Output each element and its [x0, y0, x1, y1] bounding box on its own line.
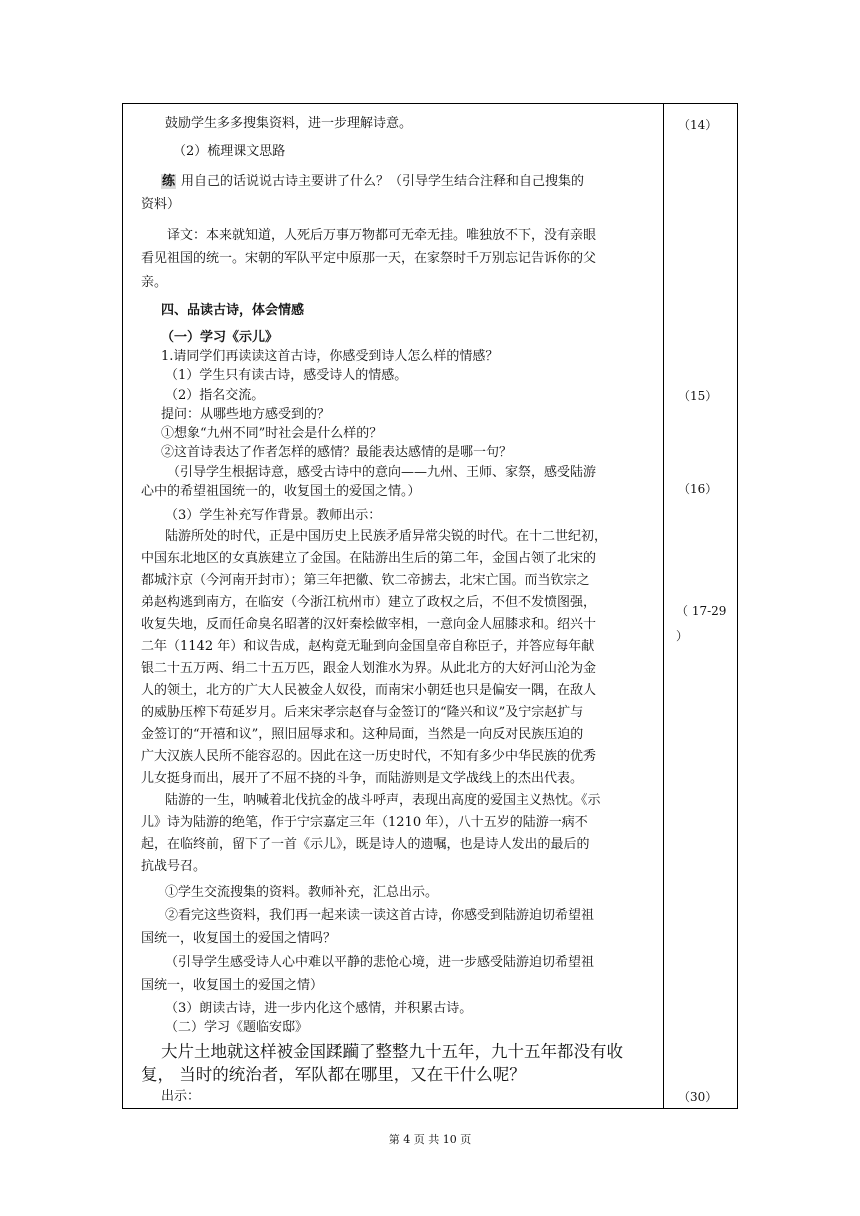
text-line: 广大汉族人民所不能容忍的。因此在这一历史时代，不知有多少中华民族的优秀 [141, 749, 597, 764]
text-line: 都城汴京（今河南开封市）；第三年把徽、钦二帝掳去，北宋亡国。而当钦宗之 [141, 573, 590, 588]
slide-ref: （16） [678, 482, 718, 496]
text-line: ①学生交流搜集的资料。教师补充，汇总出示。 [165, 885, 439, 900]
reference-column [664, 104, 739, 1108]
text-line: 人的领土，北方的广大人民被金人奴役，而南宋小朝廷也只是偏安一隅，在敌人 [141, 683, 597, 698]
text-line: （二）学习《题临安邸》 [165, 1020, 309, 1035]
page-number-footer: 第 4 页 共 10 页 [388, 1133, 472, 1146]
text-line: （引导学生感受诗人心中难以平静的悲怆心境，进一步感受陆游迫切希望祖 [165, 955, 595, 970]
slide-ref: （30） [678, 1090, 718, 1104]
text-line: ②看完这些资料，我们再一起来读一读这首古诗，你感受到陆游迫切希望祖 [165, 908, 595, 923]
lesson-table [122, 103, 738, 1109]
text-line: 1.请同学们再读读这首古诗，你感受到诗人怎么样的情感？ [161, 349, 499, 364]
text-line: ①想象“九州不同”时社会是什么样的？ [161, 426, 383, 441]
text-line: （引导学生根据诗意，感受古诗中的意向——九州、王师、家祭，感受陆游 [167, 465, 597, 480]
text-line: ②这首诗表达了作者怎样的感情？最能表达感情的是哪一句？ [161, 445, 513, 460]
text-line: 提问：从哪些地方感受到的？ [161, 407, 331, 422]
text-line: 二年（1142 年）和议告成，赵构竟无耻到向金国皇帝自称臣子，并答应每年献 [141, 639, 595, 654]
slide-ref: （ 17-29 [676, 604, 727, 618]
text-line: （2）指名交流。 [165, 388, 265, 403]
text-line: （2）梳理课文思路 [173, 144, 286, 159]
text-line: 陆游所处的时代，正是中国历史上民族矛盾异常尖锐的时代。在十二世纪初， [165, 529, 608, 544]
text-line: 出示： [161, 1089, 201, 1104]
text-line: 国统一，收复国土的爱国之情吗？ [141, 931, 337, 946]
text-line: 看见祖国的统一。宋朝的军队平定中原那一天，在家祭时千万别忘记告诉你的父 [141, 251, 597, 266]
text-line: 中国东北地区的女真族建立了金国。在陆游出生后的第二年，金国占领了北宋的 [141, 551, 597, 566]
text-line: 陆游的一生，呐喊着北伐抗金的战斗呼声，表现出高度的爱国主义热忱。《示 [165, 793, 601, 808]
text-line: 用自己的话说说古诗主要讲了什么？（引导学生结合注释和自己搜集的 [181, 174, 585, 189]
text-line: 金签订的“开禧和议”，照旧屈辱求和。这种局面，当然是一向反对民族压迫的 [141, 727, 584, 742]
text-line: 弟赵构逃到南方，在临安（今浙江杭州市）建立了政权之后，不但不发愤图强， [141, 595, 597, 610]
practice-label: 练 [162, 174, 176, 189]
text-line: 心中的希望祖国统一的，收复国土的爱国之情。） [141, 484, 421, 499]
text-line: 鼓励学生多多搜集资料，进一步理解诗意。 [165, 116, 413, 131]
text-line: （1）学生只有读古诗，感受诗人的情感。 [165, 368, 408, 383]
text-line: 译文：本来就知道，人死后万事万物都可无牵无挂。唯独放不下，没有亲眼 [167, 228, 597, 243]
text-line: 资料） [141, 197, 181, 212]
lesson-content-column [123, 104, 663, 1108]
slide-ref: （14） [678, 118, 718, 132]
text-line: 抗战号召。 [141, 859, 207, 874]
text-line: （3）学生补充写作背景。教师出示： [165, 508, 382, 523]
text-line: 起，在临终前，留下了一首《示儿》，既是诗人的遗嘱，也是诗人发出的最后的 [141, 837, 590, 852]
text-line: （3）朗读古诗，进一步内化这个感情，并积累古诗。 [165, 1001, 473, 1016]
slide-ref: （15） [678, 389, 718, 403]
slide-ref-cont: ） [676, 629, 689, 643]
text-line: 国统一，收复国土的爱国之情） [141, 978, 324, 993]
text-line: 银二十五万两、绢二十五万匹，跟金人划淮水为界。从此北方的大好河山沦为金 [141, 661, 597, 676]
practice-badge [161, 174, 176, 190]
text-line: 儿》诗为陆游的绝笔，作于宁宗嘉定三年（1210 年），八十五岁的陆游一病不 [141, 815, 588, 830]
text-line: 的威胁压榨下苟延岁月。后来宋孝宗赵眘与金签订的“隆兴和议”及宁宗赵扩与 [141, 705, 584, 720]
text-line-large: 复， 当时的统治者，军队都在哪里，又在干什么呢？ [141, 1065, 526, 1084]
text-line: 儿女挺身而出，展开了不屈不挠的斗争，而陆游则是文学战线上的杰出代表。 [141, 771, 584, 786]
text-line-large: 大片土地就这样被金国蹂躏了整整九十五年，九十五年都没有收 [161, 1042, 623, 1061]
text-line: 收复失地，反而任命臭名昭著的汉奸秦桧做宰相，一意向金人屈膝求和。绍兴十 [141, 617, 597, 632]
subsection-heading: （一）学习《示儿》 [161, 330, 279, 345]
section-heading: 四、品读古诗，体会情感 [161, 303, 305, 318]
text-line: 亲。 [141, 275, 168, 290]
